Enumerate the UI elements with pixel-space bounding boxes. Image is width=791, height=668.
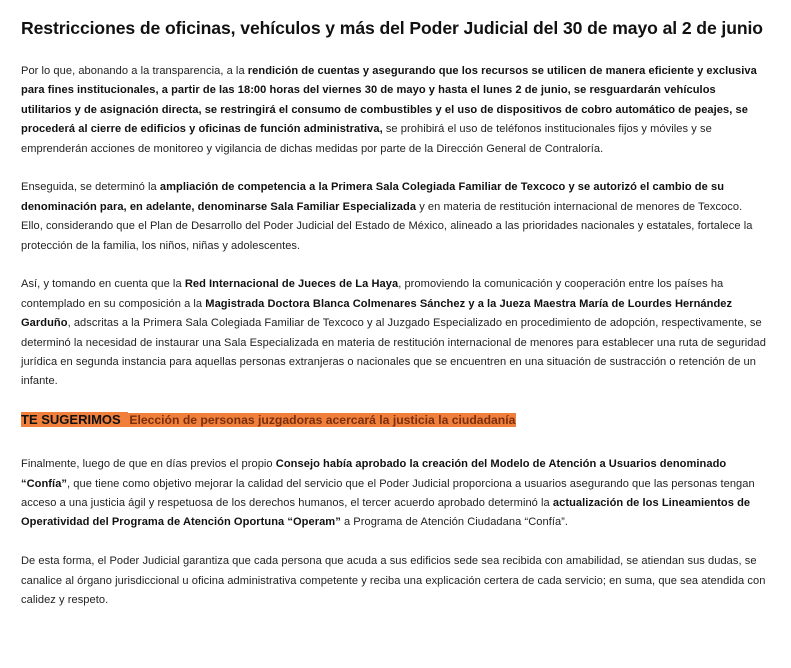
p3-text-3: , adscritas a la Primera Sala Colegiada Familiar de Texcoco y al Juzgado Especializado en procedimiento de adopción, respectivamente, se determinó la necesidad de instaurar una Sala Especializada en materia de restitución internacional de menores para establecer una ruta de seguridad jurídica en segunda instancia para aquellas personas extranjeras o nacionales que se encuentren en una situación de sustracción o retención de un infante. (21, 317, 766, 388)
p3-text-2: , promoviendo la comunicación y cooperación entre los países ha contemplado en su composición a la (21, 278, 724, 310)
paragraph-restrictions (21, 62, 767, 159)
p4-text-1: Finalmente, luego de que en días previos el propio (21, 458, 276, 471)
paragraph-hague-network (21, 275, 767, 391)
suggested-article-link[interactable]: Elección de personas juzgadoras acercará la justicia la ciudadanía (129, 413, 516, 428)
paragraph-closing (21, 552, 767, 610)
p4-text-3: a Programa de Atención Ciudadana “Confía”. (340, 516, 569, 529)
p2-text-1: Enseguida, se determinó la (21, 181, 160, 194)
p5-text-1: De esta forma, el Poder Judicial garantiza que cada persona que acuda a sus edificios sede sea recibida con amabilidad, se atiendan sus dudas, se canalice al órgano jurisdiccional u oficina administrativa competente y reciba una explicación certera de cada servicio; en suma, que sea atendida con calidez y respeto. (21, 555, 766, 607)
article-title: Restricciones de oficinas, vehículos y más del Poder Judicial del 30 de mayo al 2 de junio (21, 18, 763, 38)
p3-bold-2: Magistrada Doctora Blanca Colmenares Sánchez y a la Jueza Maestra María de Lourdes Hernández Garduño (21, 297, 733, 330)
suggest-label: TE SUGERIMOS (21, 412, 121, 428)
p3-bold-1: Red Internacional de Jueces de La Haya (184, 278, 399, 291)
p1-bold-1: rendición de cuentas y asegurando que los recursos se utilicen de manera eficiente y exclusiva para fines institucionales, a partir de las 18:00 horas del viernes 30 de mayo y hasta el lunes 2 de junio, se resguardarán vehículos utilitarios y de asignación directa, se restringirá el consumo de combustibles y el uso de dispositivos de cobro automático de peajes, se procederá al cierre de edificios y oficinas de función administrativa, (21, 65, 757, 136)
p2-bold-1: ampliación de competencia a la Primera Sala Colegiada Familiar de Texcoco y se autorizó el cambio de su denominación para, en adelante, denominarse Sala Familiar Especializada (21, 181, 725, 213)
suggested-article (21, 411, 767, 429)
p4-bold-1: Consejo había aprobado la creación del Modelo de Atención a Usuarios denominado “Confía” (21, 458, 727, 490)
paragraph-competence (21, 178, 767, 256)
p2-text-2: y en materia de restitución internacional de menores de Texcoco. Ello, considerando que el Plan de Desarrollo del Poder Judicial del Estado de México, alineado a las prioridades nacionales y estatales, fortalece la protección de la familia, los niños, niñas y adolescentes. (21, 200, 753, 252)
p1-text-2: se prohibirá el uso de teléfonos institucionales fijos y móviles y se emprenderán acciones de monitoreo y vigilancia de dichas medidas por parte de la Dirección General de Contraloría. (21, 123, 712, 155)
p4-bold-2: actualización de los Lineamientos de Operatividad del Programa de Atención Oportuna “Operam” (21, 497, 751, 529)
paragraph-confia-model (21, 455, 767, 533)
p3-text-1: Así, y tomando en cuenta que la (21, 278, 185, 291)
p4-text-2: , que tiene como objetivo mejorar la calidad del servicio que el Poder Judicial proporciona a usuarios asegurando que las personas tengan acceso a una justicia ágil y respetuosa de los derechos humanos, el tercer acuerdo aprobado determinó la (21, 477, 755, 510)
p1-text-1: Por lo que, abonando a la transparencia, a la (21, 65, 248, 77)
